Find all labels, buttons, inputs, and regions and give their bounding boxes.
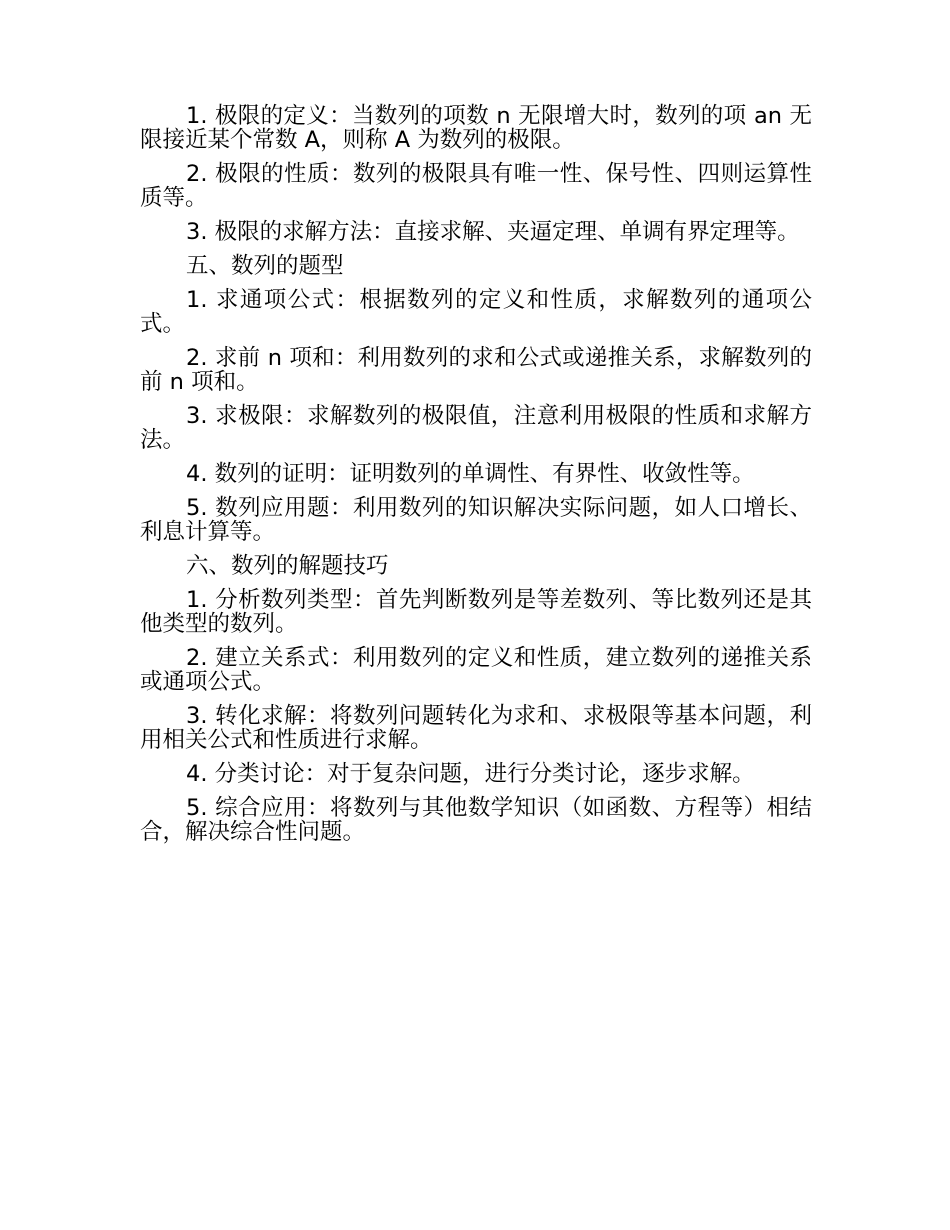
paragraph-general-term: 1. 求通项公式：根据数列的定义和性质，求解数列的通项公式。 — [140, 287, 812, 337]
paragraph-limit-methods: 3. 极限的求解方法：直接求解、夹逼定理、单调有界定理等。 — [186, 219, 800, 245]
paragraph-build-relation: 2. 建立关系式：利用数列的定义和性质，建立数列的递推关系或通项公式。 — [140, 645, 812, 695]
paragraph-application: 5. 数列应用题：利用数列的知识解决实际问题，如人口增长、利息计算等。 — [140, 495, 812, 545]
paragraph-comprehensive: 5. 综合应用：将数列与其他数学知识（如函数、方程等）相结合，解决综合性问题。 — [140, 795, 812, 845]
paragraph-partial-sum: 2. 求前 n 项和：利用数列的求和公式或递推关系，求解数列的前 n 项和。 — [140, 345, 812, 395]
section-heading-techniques: 六、数列的解题技巧 — [186, 553, 389, 579]
paragraph-case-analysis: 4. 分类讨论：对于复杂问题，进行分类讨论，逐步求解。 — [186, 761, 755, 787]
paragraph-limit-properties: 2. 极限的性质：数列的极限具有唯一性、保号性、四则运算性质等。 — [140, 161, 812, 211]
paragraph-transform: 3. 转化求解：将数列问题转化为求和、求极限等基本问题，利用相关公式和性质进行求解。 — [140, 703, 812, 753]
paragraph-analyze-type: 1. 分析数列类型：首先判断数列是等差数列、等比数列还是其他类型的数列。 — [140, 587, 812, 637]
paragraph-limit-definition: 1. 极限的定义：当数列的项数 n 无限增大时，数列的项 an 无限接近某个常数 A，则称 A 为数列的极限。 — [140, 103, 812, 153]
document-body — [140, 104, 812, 854]
paragraph-find-limit: 3. 求极限：求解数列的极限值，注意利用极限的性质和求解方法。 — [140, 403, 812, 453]
paragraph-proof: 4. 数列的证明：证明数列的单调性、有界性、收敛性等。 — [186, 461, 755, 487]
section-heading-problem-types: 五、数列的题型 — [186, 253, 344, 279]
